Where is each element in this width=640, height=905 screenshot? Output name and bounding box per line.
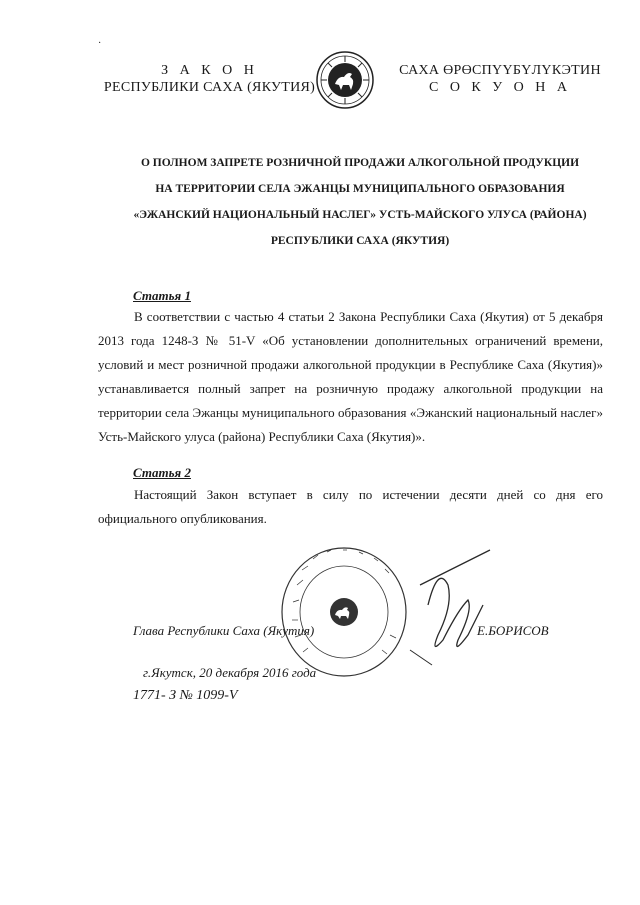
sakha-coat-of-arms-icon [315,50,375,110]
title-line-3: «ЭЖАНСКИЙ НАЦИОНАЛЬНЫЙ НАСЛЕГ» УСТЬ-МАЙСКОГО УЛУСА (РАЙОНА) [133,209,587,221]
signatory-name: Е.БОРИСОВ [477,623,549,638]
title-line-1: О ПОЛНОМ ЗАПРЕТЕ РОЗНИЧНОЙ ПРОДАЖИ АЛКОГОЛЬНОЙ ПРОДУКЦИИ [140,157,580,169]
header-right [384,62,616,96]
law-label-sakha: С О К У О Н А [428,80,572,95]
place-date: г.Якутск, 20 декабря 2016 года [143,665,317,680]
law-label: З А К О Н [161,63,258,78]
header-left [92,62,327,96]
document-title [80,150,640,254]
handwritten-signature-icon [380,545,500,670]
title-line-4: РЕСПУБЛИКИ САХА (ЯКУТИЯ) [270,235,450,247]
article-2-heading: Статья 2 [133,465,191,480]
article-1-heading: Статья 1 [133,288,191,303]
law-number: 1771- З № 1099-V [133,688,238,703]
article-2-text: Настоящий Закон вступает в силу по истечении десяти дней со дня его официального опубликования. [98,487,603,526]
article-1-text: В соответствии с частью 4 статьи 2 Закона Республики Саха (Якутия) от 5 декабря 2013 года 1248-З № 51-V «Об установлении дополнительных ограничений времени, условий и мест розничной продажи алкогольной продукции в Республике Саха (Якутия)» устанавливается полный запрет на розничную продажу алкогольной продукции на территории села Эжанцы муниципального образования «Эжанский национальный наслег» Усть-Майского улуса (района) Республики Саха (Якутия)». [98,309,603,444]
republic-name: РЕСПУБЛИКИ САХА (ЯКУТИЯ) [103,80,316,95]
signatory-position: Глава Республики Саха (Якутия) [133,623,315,638]
republic-name-sakha: САХА ӨРӨСПҮҮБҮЛҮКЭТИН [399,63,601,78]
margin-mark: · [98,38,102,49]
title-line-2: НА ТЕРРИТОРИИ СЕЛА ЭЖАНЦЫ МУНИЦИПАЛЬНОГО ОБРАЗОВАНИЯ [155,183,565,195]
